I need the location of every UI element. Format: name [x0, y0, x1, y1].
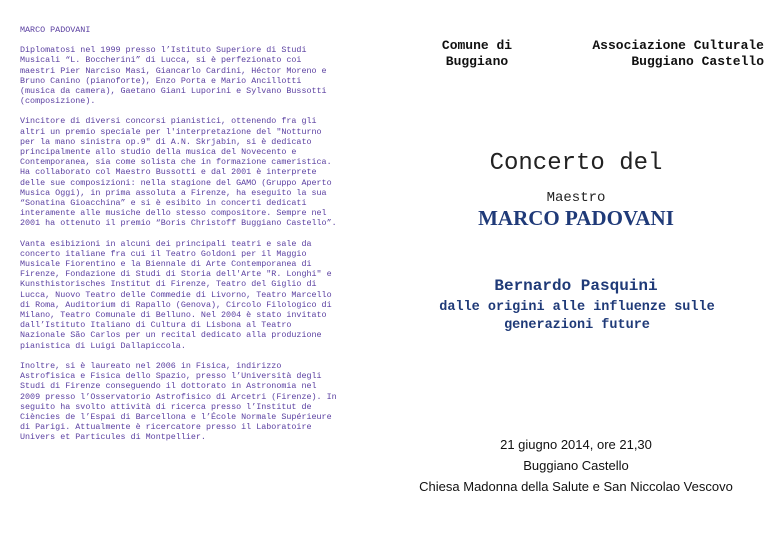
organizer-comune-line-2: Buggiano	[445, 54, 509, 69]
event-venue: Chiesa Madonna della Salute e San Niccolao Vescovo	[419, 479, 733, 494]
biography-paragraph-awards: Vincitore di diversi concorsi pianistici, ottenendo fra gli altri un premio speciale per l'interpretazione del "Notturno per la mano sinistra op.9" di A.N. Skrjabin, si è dedicato principalmente allo studio della musica del Novecento e Contemporanea, sia come solista che in formazione cameristica. Ha collaborato col Maestro Bussotti e dal 2001 è interprete delle sue composizioni: nella stagione del GAMO (Gruppo Aperto Musica Oggi), in prima assoluta a Firenze, ha eseguito la sua “Sonatina Gioacchina” e si è esibito in concerti dedicati interamente alle musiche dello stesso compositore. Sempre nel 2001 ha ottenuto il premio “Boris Christoff Buggiano Castello”.	[20, 116, 337, 229]
biography-paragraph-performances: Vanta esibizioni in alcuni dei principali teatri e sale da concerto italiane fra cui il Teatro Goldoni per il Maggio Musicale Fiorentino e la Biennale di Arte Contemporanea di Firenze, Fondazione di Studi di Storia dell'Arte "R. Longhi" e Kunsthistorisches Institut di Firenze, Teatro del Giglio di Lucca, Nuovo Teatro delle Commedie di Livorno, Teatro Marcello di Roma, Auditorium di Rapallo (Genova), Circolo Filologico di Milano, Teatro Comunale di Belluno. Nel 2004 è stato invitato dall’Istituto Italiano di Cultura di Lisbona al Teatro Nazionale São Carlos per un recital dedicato alla produzione pianistica di Luigi Dallapiccola.	[20, 238, 332, 351]
concert-title: Concerto del	[489, 150, 663, 177]
maestro-label: Maestro	[546, 190, 606, 206]
organizer-comune-line-1: Comune di	[441, 38, 513, 53]
program-subtitle-line-2: generazioni future	[504, 318, 650, 333]
event-datetime: 21 giugno 2014, ore 21,30	[500, 437, 652, 452]
performer-name: MARCO PADOVANI	[478, 206, 674, 230]
event-details	[384, 434, 768, 497]
program-subtitle	[390, 299, 764, 335]
cover-page	[384, 0, 768, 543]
organizer-associazione	[542, 38, 764, 70]
organizer-associazione-line-1: Associazione Culturale	[592, 38, 764, 53]
organizer-associazione-line-2: Buggiano Castello	[631, 54, 764, 69]
program-title: Bernardo Pasquini	[494, 277, 658, 295]
event-place: Buggiano Castello	[523, 458, 629, 473]
program-subtitle-line-1: dalle origini alle influenze sulle	[439, 300, 715, 315]
biography-paragraph-education: Diplomatosi nel 1999 presso l’Istituto Superiore di Studi Musicali “L. Boccherini” di Lucca, si è perfezionato coi maestri Pier Narciso Masi, Giancarlo Cardini, Héctor Moreno e Bruno Canino (pianoforte), Enzo Porta e Mario Ancillotti (musica da camera), Gaetano Giani Luporini e Sylvano Bussotti (composizione).	[20, 45, 327, 107]
biography-title: MARCO PADOVANI	[20, 25, 91, 35]
organizer-comune	[417, 38, 537, 70]
biography-paragraph-physics: Inoltre, si è laureato nel 2006 in Fisica, indirizzo Astrofisica e Fisica dello Spazio, presso l’Università degli Studi di Firenze conseguendo il dottorato in Astronomia nel 2009 presso l’Osservatorio Astrofisico di Arcetri (Firenze). In seguito ha svolto attività di ricerca presso l’Institut de Ciències de l’Espai di Barcellona e l’École Normale Supérieure di Parigi. Attualmente è ricercatore presso il Laboratoire Univers et Particules di Montpellier.	[20, 360, 337, 443]
biography-column	[20, 25, 372, 453]
